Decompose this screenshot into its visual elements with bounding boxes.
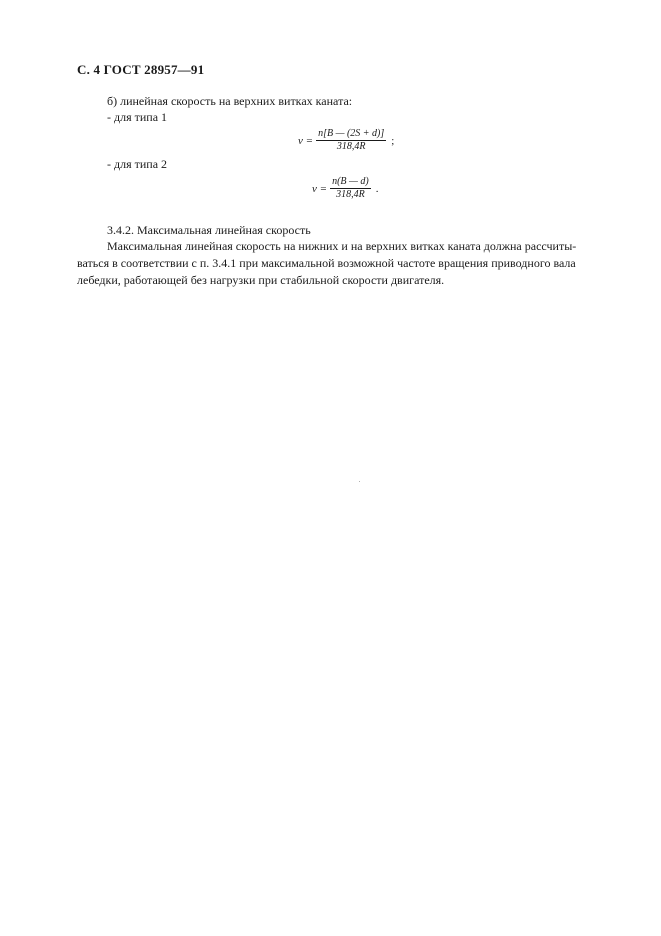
formula-lhs: v = [298, 134, 314, 147]
formula-type2 [312, 176, 378, 201]
scan-speck [359, 481, 360, 482]
formula-lhs: v = [312, 182, 328, 195]
page-header: С. 4 ГОСТ 28957—91 [77, 62, 205, 77]
type1-label: - для типа 1 [107, 110, 168, 124]
paragraph-line: лебедки, работающей без нагрузки при стабильной скорости двигателя. [77, 273, 445, 287]
type2-label: - для типа 2 [107, 157, 168, 171]
paragraph-line: Максимальная линейная скорость на нижних и на верхних витках каната должна рассчиты- [107, 239, 577, 253]
formula-denominator: 318,4R [336, 189, 365, 200]
formula-punctuation: . [375, 182, 379, 195]
formula-punctuation: ; [391, 134, 395, 147]
formula-fraction [316, 128, 386, 153]
paragraph-line: ваться в соответствии с п. 3.4.1 при максимальной возможной частоте вращения приводного вала [77, 256, 576, 270]
formula-type1 [298, 128, 394, 153]
formula-numerator: n[B — (2S + d)] [318, 128, 385, 139]
formula-denominator: 318,4R [336, 141, 366, 152]
section-b-intro: б) линейная скорость на верхних витках каната: [107, 94, 353, 108]
formula-numerator: n(B — d) [332, 176, 369, 187]
formula-fraction [330, 176, 371, 201]
section-heading: 3.4.2. Максимальная линейная скорость [107, 223, 311, 237]
